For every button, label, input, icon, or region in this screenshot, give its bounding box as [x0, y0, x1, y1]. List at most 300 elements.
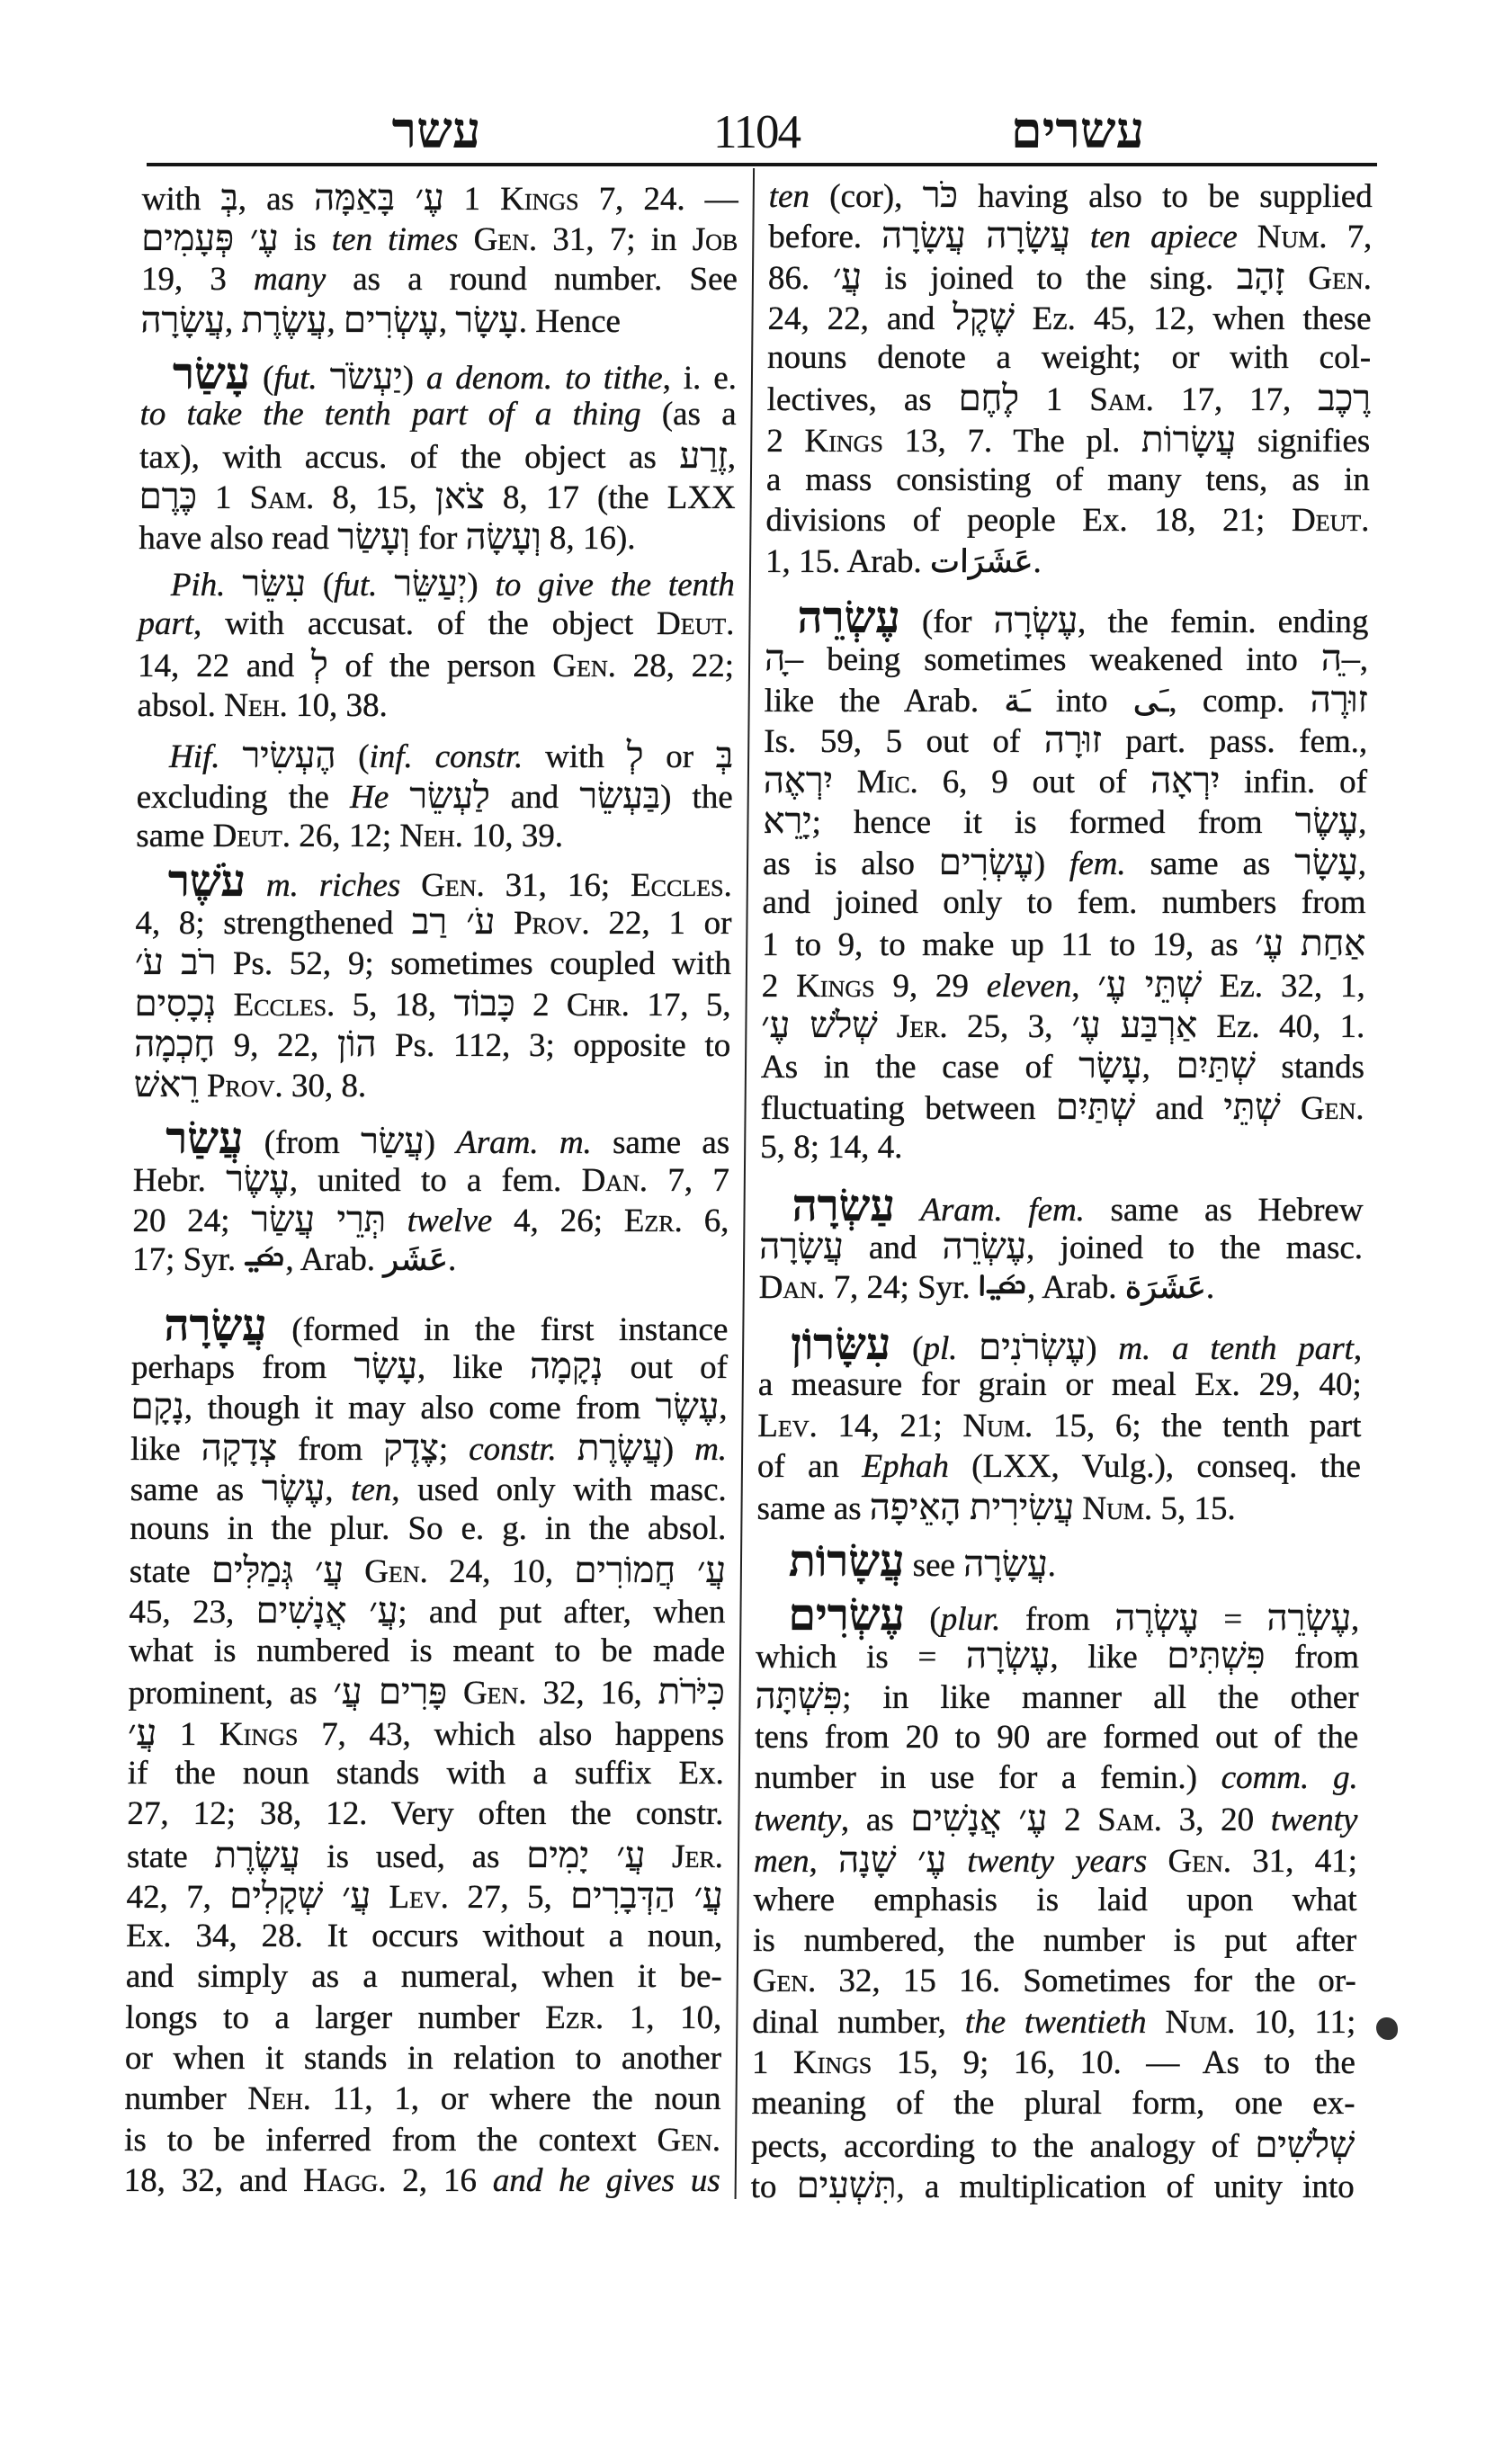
text-line: [762, 923, 1365, 963]
book-abbreviation: Prov.: [206, 1068, 283, 1105]
text-run: ,: [727, 438, 737, 476]
hebrew-word: חָכְמָה: [134, 1023, 216, 1064]
book-abbreviation: Neh.: [224, 686, 289, 724]
ink-blot: [1376, 2017, 1398, 2040]
text-run: , the femin. ending: [1077, 603, 1369, 640]
arabic-word: عَشَر: [383, 1241, 449, 1279]
text-line: [759, 1226, 1363, 1266]
text-line: [139, 516, 735, 557]
text-run: with: [141, 181, 221, 218]
text-run: [225, 567, 242, 604]
text-line: [131, 1300, 729, 1350]
text-run: [1070, 219, 1090, 255]
text-line: [752, 2043, 1355, 2083]
book-abbreviation: Deut.: [1291, 502, 1370, 540]
text-run: or when it stands in relation to another: [124, 2040, 722, 2078]
text-line: [756, 1487, 1360, 1527]
left-column: [124, 177, 738, 2201]
text-run: tens from 20 to 90 are formed out of the: [755, 1718, 1359, 1756]
italic-text: ten apiece: [1089, 219, 1238, 256]
book-abbreviation: Kings: [219, 1715, 299, 1753]
text-run: 10, 38.: [287, 686, 389, 724]
text-run: ,: [719, 1390, 728, 1427]
text-line: [132, 1199, 729, 1239]
syriac-word: [979, 1273, 1027, 1303]
text-run: into: [1030, 682, 1134, 720]
text-line: [755, 1757, 1358, 1798]
hebrew-word: תְּרֵי עֲשַׂר: [251, 1199, 387, 1240]
text-run: same: [136, 818, 213, 855]
text-run: ): [662, 1430, 695, 1468]
text-run: is: [278, 221, 333, 259]
hebrew-word: עֶ׳ אֲנָשִׁים: [910, 1798, 1048, 1839]
entry-paragraph: [758, 1181, 1364, 1308]
text-run: excluding the: [136, 779, 351, 817]
text-line: [133, 1158, 729, 1199]
book-abbreviation: Gen.: [1168, 1842, 1232, 1880]
text-run: 24, 22, and: [767, 300, 953, 337]
italic-text: Aram. fem.: [920, 1192, 1086, 1229]
text-run: meaning of the plural form, one ex-: [751, 2085, 1355, 2123]
text-run: 5, 8; 14, 4.: [760, 1128, 903, 1166]
text-run: have also read: [139, 520, 338, 558]
text-run: [447, 1675, 463, 1712]
text-line: [754, 1798, 1357, 1838]
entry-paragraph: [133, 855, 733, 1105]
text-run: from: [1265, 1639, 1360, 1677]
text-line: [759, 1181, 1364, 1231]
hebrew-word: יָרֵא: [763, 800, 812, 842]
text-line: [141, 259, 738, 300]
text-run: Ez. 40, 1.: [1196, 1007, 1365, 1045]
hebrew-word: אַרְבַּע עֶ׳: [1071, 1004, 1198, 1045]
text-line: [129, 1590, 725, 1631]
text-run: [1284, 260, 1308, 297]
italic-text: constr.: [468, 1430, 558, 1468]
hebrew-word: עֲ׳ גְּמַלִּים: [210, 1549, 344, 1590]
hebrew-word: עֶשְׂרֶה: [1114, 1596, 1200, 1638]
text-run: and: [843, 1229, 943, 1267]
italic-text: inf. constr.: [369, 738, 523, 775]
text-line: [762, 964, 1365, 1005]
book-abbreviation: Jer.: [896, 1007, 948, 1045]
text-line: [769, 174, 1373, 215]
text-run: 42, 7,: [126, 1878, 230, 1916]
text-run: [877, 1008, 897, 1045]
text-line: [757, 1446, 1361, 1487]
text-line: [129, 1631, 725, 1671]
hebrew-word: זָהָב: [1236, 255, 1285, 297]
text-run: [1146, 2004, 1165, 2041]
text-run: out of: [603, 1349, 729, 1387]
italic-text: to give the tenth: [495, 566, 736, 604]
entry-paragraph: [756, 1535, 1360, 1586]
hebrew-word: זוּרֶה: [1310, 678, 1368, 720]
hebrew-headword: עָשַׂר: [172, 349, 251, 399]
guide-word-left: עשר: [391, 103, 481, 159]
hebrew-word: –ֵה: [1320, 638, 1361, 679]
italic-text: many: [253, 260, 327, 298]
text-run: ,: [1353, 1330, 1363, 1368]
book-abbreviation: Ezr.: [545, 1998, 604, 2036]
text-line: [763, 842, 1366, 882]
hebrew-word: עֶ׳ בָּאַמָּה: [313, 177, 444, 218]
right-column: [751, 174, 1373, 2205]
hebrew-word: עֹ׳ רַב: [411, 901, 496, 943]
hebrew-word: עָשָׂר: [1294, 841, 1359, 882]
text-line: [125, 2038, 721, 2079]
hebrew-word: עֲ׳ הַדְּבָרִים: [570, 1874, 723, 1916]
hebrew-headword: עֶשְׂרִים: [788, 1589, 906, 1640]
italic-text: part: [138, 604, 194, 642]
italic-text: m. a tenth part: [1118, 1330, 1355, 1368]
syriac-script-icon: [244, 1245, 285, 1275]
entry-paragraph: [136, 735, 733, 857]
text-line: [138, 644, 734, 684]
book-abbreviation: Eccles.: [233, 986, 336, 1024]
syriac-script-icon: [979, 1273, 1027, 1303]
text-run: before.: [768, 219, 882, 256]
text-line: [127, 1835, 723, 1875]
italic-text: twenty: [1270, 1802, 1358, 1839]
hebrew-word: עֲ׳ אֲנָשִׁים: [255, 1589, 398, 1631]
hebrew-word: עֶ׳ שָׁנָה: [837, 1838, 947, 1880]
book-abbreviation: Gen.: [1308, 259, 1373, 297]
text-run: [344, 1553, 365, 1590]
text-run: being sometimes weakened into: [802, 641, 1322, 679]
text-run: (LXX, Vulg.), conseq. the: [948, 1447, 1362, 1485]
text-run: ; hence it is formed from: [811, 804, 1295, 842]
text-line: [756, 1589, 1360, 1640]
text-line: [755, 1717, 1358, 1757]
hebrew-word: רֵאשׁ: [133, 1064, 199, 1105]
hebrew-word: יִרְאֶה: [763, 760, 834, 801]
text-line: [133, 1113, 730, 1163]
text-run: 31, 16;: [484, 866, 631, 904]
text-run: (: [336, 738, 370, 775]
hebrew-word: בְּ: [220, 177, 239, 218]
text-line: [765, 592, 1369, 642]
hebrew-headword: עֲשַׂר: [166, 1113, 244, 1163]
text-run: (: [904, 1600, 941, 1638]
text-run: 5, 18,: [335, 986, 454, 1024]
text-run: , with accusat. of the object: [192, 604, 658, 642]
text-run: [833, 764, 857, 800]
page-number: 1104: [712, 106, 801, 158]
hebrew-word: עֲ׳ חֲמוֹרִים: [574, 1549, 727, 1590]
text-run: [895, 1192, 921, 1229]
entry-paragraph: [139, 349, 738, 558]
text-run: 14, 22 and: [137, 648, 312, 685]
text-run: 31, 41;: [1230, 1842, 1358, 1880]
text-run: ,: [1359, 641, 1369, 679]
text-run: 1: [196, 479, 250, 517]
text-line: [134, 1024, 730, 1064]
text-run: 6,: [682, 1203, 729, 1240]
hebrew-word: לְ: [310, 644, 328, 685]
hebrew-word: הֶעְשִׂיר: [242, 734, 336, 775]
text-run: same as: [591, 1123, 730, 1161]
text-run: 2: [514, 986, 568, 1024]
text-run: 8, 15,: [314, 479, 435, 517]
text-run: Ez. 45, 12, when these: [1014, 300, 1372, 337]
book-abbreviation: Mic.: [856, 764, 919, 801]
text-run: , like: [416, 1349, 531, 1387]
text-run: . Hence: [518, 302, 622, 340]
text-run: dinal number,: [752, 2003, 966, 2041]
text-run: ,: [224, 302, 242, 340]
text-run: [246, 867, 266, 904]
hebrew-word: בַּעְשֵׂר: [579, 775, 661, 817]
text-line: [134, 1064, 730, 1104]
text-run: state: [129, 1552, 212, 1590]
text-line: [142, 177, 738, 218]
text-line: [751, 2124, 1355, 2165]
text-run: 17, 17,: [1153, 381, 1319, 419]
text-line: [137, 685, 733, 726]
text-run: , like: [1050, 1639, 1168, 1677]
text-run: ,: [809, 1842, 839, 1880]
text-line: [130, 1508, 726, 1549]
text-run: 4, 8; strengthened: [135, 905, 413, 943]
text-run: (cor),: [809, 178, 923, 215]
text-run: ,: [438, 302, 456, 340]
book-abbreviation: Sam.: [1089, 381, 1155, 419]
hebrew-word: פִּשְׁתִּים: [1167, 1635, 1266, 1677]
text-run: state: [126, 1838, 215, 1875]
text-run: 1, 15. Arab.: [765, 542, 931, 580]
text-run: 11, 1, or where the noun: [310, 2080, 721, 2118]
text-line: [137, 775, 733, 816]
text-line: [126, 1916, 722, 1956]
hebrew-word: עֶשֶׂר: [655, 1386, 720, 1427]
italic-text: m. riches: [265, 866, 401, 904]
text-run: .: [1205, 1268, 1215, 1306]
text-run: ) the: [659, 779, 733, 817]
hebrew-word: יַעְשֹׂר: [329, 356, 403, 398]
hebrew-word: רֹב עֹ׳: [134, 942, 217, 983]
text-run: 7, 24. —: [578, 181, 738, 218]
book-abbreviation: Kings: [795, 967, 875, 1005]
book-abbreviation: Deut.: [656, 604, 735, 642]
text-run: 20 24;: [132, 1203, 252, 1240]
italic-text: Pih.: [170, 566, 226, 604]
hebrew-word: צֶדֶק: [383, 1426, 440, 1468]
text-line: [765, 638, 1368, 678]
text-run: and joined only to fem. numbers from: [762, 884, 1366, 922]
hebrew-word: עֲ׳: [832, 255, 863, 297]
italic-text: fut.: [333, 566, 378, 604]
text-run: a mass consisting of many tens, as in: [765, 461, 1371, 499]
text-run: [377, 567, 394, 604]
text-line: [125, 1998, 721, 2038]
book-abbreviation: Neh.: [247, 2080, 312, 2118]
text-run: Ex. 34, 28. It occurs without a noun,: [126, 1918, 723, 1955]
text-run: like the Arab.: [764, 682, 1005, 720]
column-divider: [735, 168, 755, 2199]
italic-text: ten: [768, 178, 810, 215]
text-line: [139, 435, 736, 476]
text-line: [127, 1793, 723, 1834]
text-line: [762, 882, 1365, 923]
book-abbreviation: Gen.: [364, 1552, 429, 1590]
text-run: and simply as a numeral, when it be-: [125, 1958, 723, 1996]
text-run: ,: [327, 302, 344, 340]
book-abbreviation: Gen.: [462, 1675, 527, 1712]
text-line: [126, 1875, 722, 1916]
hebrew-word: עֲשַׂר: [360, 1120, 425, 1161]
text-line: [126, 1956, 722, 1997]
text-run: ): [467, 566, 496, 604]
text-line: [130, 1386, 727, 1426]
text-line: [765, 500, 1369, 541]
text-run: ,: [1358, 804, 1367, 842]
text-run: 1: [751, 2044, 794, 2082]
book-abbreviation: Gen.: [421, 866, 486, 904]
hebrew-word: עֶשְׂרֵה: [1266, 1596, 1352, 1638]
book-abbreviation: Ezr.: [623, 1203, 684, 1240]
guide-word-right: עשרים: [1010, 103, 1145, 159]
text-run: , used only with masc.: [391, 1471, 727, 1508]
hebrew-headword: עֲשָׂרָה: [164, 1300, 267, 1350]
text-run: 1: [1018, 381, 1090, 419]
text-run: ): [424, 1123, 457, 1161]
book-abbreviation: Deut.: [212, 818, 291, 855]
text-run: , a multiplication of unity into: [896, 2168, 1355, 2205]
entry-paragraph: [765, 174, 1373, 582]
text-line: [753, 1880, 1356, 1920]
italic-text: men: [753, 1842, 810, 1880]
text-run: 19, 3: [140, 260, 255, 298]
text-run: 2: [761, 967, 797, 1005]
hebrew-word: צֹאן: [434, 476, 486, 517]
text-run: 31, 7; in: [537, 221, 693, 259]
text-line: [751, 2083, 1355, 2124]
text-run: like: [130, 1430, 201, 1468]
text-run: pects, according to the analogy of: [750, 2127, 1256, 2165]
text-run: 18, 32, and: [123, 2161, 304, 2199]
hebrew-headword: עַשְׂרָה: [792, 1181, 896, 1231]
italic-text: fut.: [273, 360, 318, 398]
entry-paragraph: [140, 177, 738, 340]
text-run: 1, 10,: [604, 1998, 722, 2036]
book-abbreviation: Kings: [792, 2044, 872, 2082]
italic-text: ten times: [331, 221, 459, 259]
text-line: [136, 855, 733, 906]
text-line: [767, 297, 1371, 337]
hebrew-word: עֶשְׂרֵה: [942, 1226, 1027, 1267]
text-line: [761, 1045, 1364, 1086]
text-run: is used, as: [300, 1838, 527, 1875]
text-run: =: [1198, 1600, 1267, 1638]
hebrew-word: עֶ׳ פְּעָמִים: [141, 218, 279, 259]
text-run: number: [124, 2080, 248, 2118]
hebrew-word: עֶשֶׂר: [226, 1158, 291, 1199]
text-line: [761, 1005, 1364, 1045]
hebrew-word: עָשָׂר: [455, 299, 520, 340]
book-abbreviation: Num.: [1165, 2003, 1236, 2041]
italic-text: Hif.: [168, 738, 220, 775]
hebrew-word: עֲשָׂרָה: [758, 1226, 844, 1267]
text-run: if the noun stands with a suffix Ex.: [127, 1754, 725, 1792]
book-abbreviation: Dan.: [758, 1268, 826, 1306]
hebrew-word: עֲשָׂרָה: [140, 299, 226, 340]
text-run: and: [489, 779, 580, 817]
book-abbreviation: Sam.: [1097, 1802, 1163, 1839]
italic-text: Ephah: [862, 1447, 950, 1485]
text-run: 45, 23,: [129, 1593, 256, 1631]
text-run: with: [523, 738, 627, 775]
text-line: [140, 300, 737, 340]
hebrew-word: נְכָסִים: [134, 982, 217, 1024]
text-run: [318, 360, 330, 397]
arabic-word: ـَة: [1004, 682, 1031, 720]
text-run: is to be inferred from the context: [123, 2121, 658, 2159]
text-run: 2, 16: [386, 2161, 494, 2199]
text-run: [645, 1838, 672, 1875]
text-run: part. pass. fem.,: [1101, 722, 1368, 760]
text-run: ; in like manner all the other: [842, 1679, 1359, 1717]
text-run: 1: [443, 181, 501, 218]
text-run: lectives, as: [766, 381, 959, 419]
italic-text: twenty years: [967, 1842, 1148, 1880]
text-run: 24, 10,: [427, 1552, 575, 1590]
hebrew-word: כָּבוֹד: [453, 982, 515, 1024]
text-run: ,: [1141, 1049, 1176, 1086]
book-abbreviation: Dan.: [581, 1161, 649, 1199]
text-line: [138, 604, 734, 644]
text-run: [216, 987, 234, 1024]
text-run: [495, 905, 514, 942]
hebrew-word: שְׁתַּיִם: [1055, 1086, 1136, 1127]
text-line: [752, 2002, 1355, 2043]
text-run: is numbered, the number is put after: [753, 1922, 1357, 1960]
hebrew-word: יְעַשֵּׂר: [394, 562, 468, 604]
text-run: ;: [438, 1430, 470, 1468]
text-run: from: [1000, 1600, 1115, 1638]
text-line: [135, 901, 731, 942]
text-line: [751, 2165, 1355, 2205]
text-run: , joined to the masc.: [1025, 1229, 1364, 1267]
text-run: to: [750, 2168, 797, 2205]
text-run: 17, 5,: [629, 986, 731, 1024]
text-line: [756, 1535, 1360, 1586]
hebrew-word: עֲ׳: [128, 1712, 157, 1753]
text-run: 27, 12; 38, 12. Very often the constr.: [127, 1795, 724, 1833]
text-run: 17; Syr.: [131, 1241, 245, 1279]
italic-text: Aram. m.: [456, 1123, 593, 1161]
hebrew-word: עֶשְׂרָה: [993, 599, 1078, 640]
text-run: 13, 7. The pl.: [882, 422, 1142, 460]
hebrew-word: עֶשְׂרֹנִים: [979, 1327, 1087, 1368]
entry-paragraph: [137, 563, 735, 726]
text-run: infin. of: [1220, 764, 1368, 801]
text-run: 30, 8.: [282, 1068, 367, 1105]
text-run: divisions of people Ex. 18, 21;: [765, 502, 1293, 540]
text-run: 5, 15.: [1152, 1490, 1236, 1528]
text-run: (: [305, 566, 335, 604]
text-run: fluctuating between: [760, 1089, 1057, 1127]
hebrew-word: –ָה: [764, 638, 804, 679]
hebrew-word: צְדָקָה: [201, 1426, 278, 1468]
text-run: [400, 867, 421, 904]
text-run: Ez. 32, 1,: [1201, 967, 1366, 1005]
hebrew-headword: עִשָּׂרוֹן: [790, 1319, 891, 1370]
entry-paragraph: [123, 1300, 729, 2202]
text-run: ,: [1357, 845, 1367, 882]
text-run: Ps. 112, 3; opposite to: [376, 1026, 731, 1064]
text-line: [137, 735, 733, 775]
